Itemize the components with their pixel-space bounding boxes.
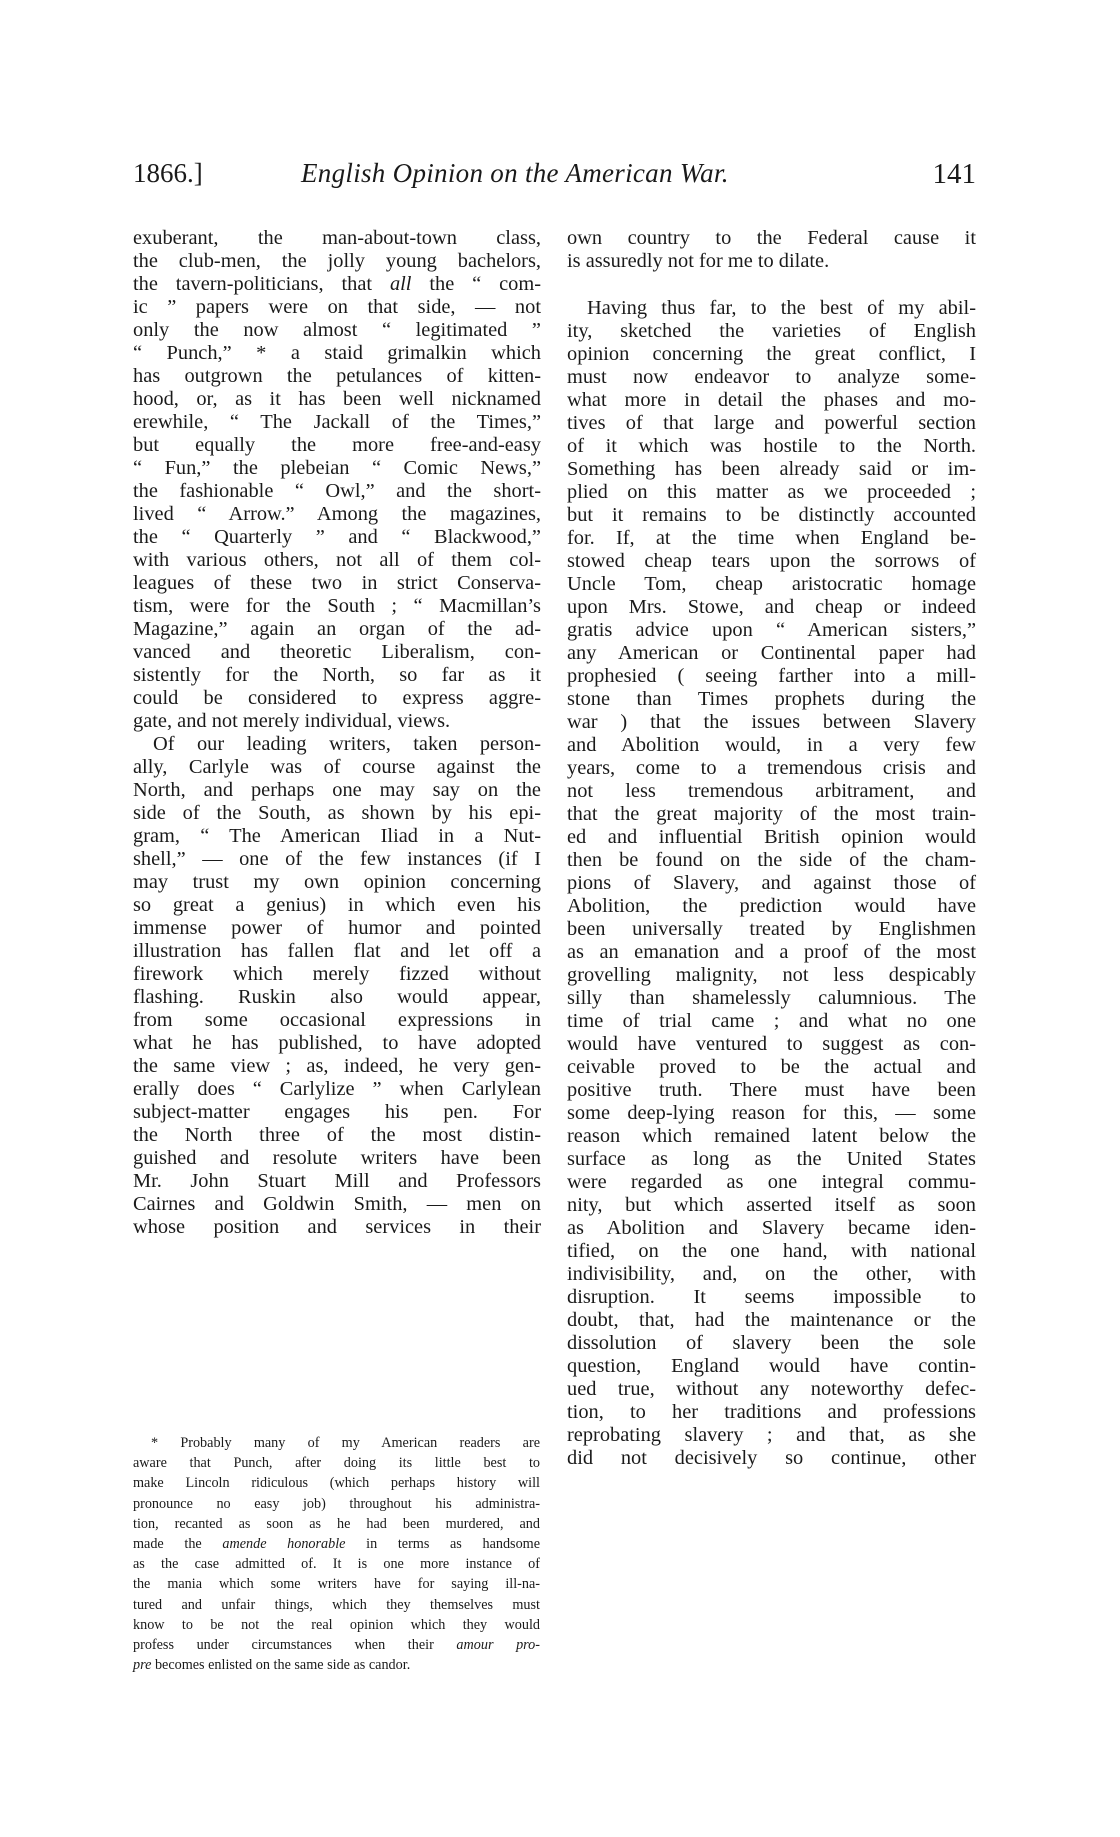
footnote-line: make Lincoln ridiculous (which perhaps history will <box>133 1475 540 1492</box>
footnote-line: know to be not the real opinion which they would <box>133 1616 540 1633</box>
footnote-line: the mania which some writers have for saying ill-na- <box>133 1576 540 1593</box>
text-line: of it which was hostile to the North. <box>567 435 976 457</box>
text-line: silly than shamelessly calumnious. The <box>567 987 976 1009</box>
text-line: only the now almost “ legitimated ” <box>133 319 541 341</box>
text-line: leagues of these two in strict Conserva- <box>133 572 541 594</box>
text-line: were regarded as one integral commu- <box>567 1171 976 1193</box>
text-line: vanced and theoretic Liberalism, con- <box>133 641 541 663</box>
text-line: “ Punch,” * a staid grimalkin which <box>133 342 541 364</box>
text-line: indivisibility, and, on the other, with <box>567 1263 976 1285</box>
footnote-line: tured and unfair things, which they themselves must <box>133 1596 540 1613</box>
text-line: what he has published, to have adopted <box>133 1032 541 1054</box>
text-line: and Abolition would, in a very few <box>567 734 976 756</box>
text-line: from some occasional expressions in <box>133 1009 541 1031</box>
text-line: tives of that large and powerful section <box>567 412 976 434</box>
running-head <box>133 158 976 198</box>
text-span: the tavern-politicians, that <box>133 273 390 295</box>
text-line: the same view ; as, indeed, he very gen- <box>133 1055 541 1077</box>
text-line: the “ Quarterly ” and “ Blackwood,” <box>133 526 541 548</box>
text-line: gram, “ The American Iliad in a Nut- <box>133 825 541 847</box>
text-line: erally does “ Carlylize ” when Carlylean <box>133 1078 541 1100</box>
text-line: Cairnes and Goldwin Smith, — men on <box>133 1193 541 1215</box>
text-line: surface as long as the United States <box>567 1148 976 1170</box>
text-line: reason which remained latent below the <box>567 1125 976 1147</box>
text-line: firework which merely fizzed without <box>133 963 541 985</box>
text-line: that the great majority of the most train- <box>567 803 976 825</box>
text-line: time of trial came ; and what no one <box>567 1010 976 1032</box>
paragraph-start-line: Of our leading writers, taken person- <box>153 733 541 755</box>
text-line: Something has been already said or im- <box>567 458 976 480</box>
text-line: ally, Carlyle was of course against the <box>133 756 541 778</box>
text-line: been universally treated by Englishmen <box>567 918 976 940</box>
text-line: would have ventured to suggest as con- <box>567 1033 976 1055</box>
text-line: ic ” papers were on that side, — not <box>133 296 541 318</box>
text-line: own country to the Federal cause it <box>567 227 976 249</box>
text-line: may trust my own opinion concerning <box>133 871 541 893</box>
text-line: so great a genius) in which even his <box>133 894 541 916</box>
text-line: lived “ Arrow.” Among the magazines, <box>133 503 541 525</box>
text-line: disruption. It seems impossible to <box>567 1286 976 1308</box>
text-line: sistently for the North, so far as it <box>133 664 541 686</box>
text-line: nity, but which asserted itself as soon <box>567 1194 976 1216</box>
footnote-line <box>133 1534 540 1554</box>
text-line: is assuredly not for me to dilate. <box>567 250 830 272</box>
italic-emphasis: all <box>389 273 412 295</box>
text-line: could be considered to express aggre- <box>133 687 541 709</box>
text-line: illustration has fallen flat and let off a <box>133 940 541 962</box>
page-number: 141 <box>932 158 976 190</box>
text-line: plied on this matter as we proceeded ; <box>567 481 976 503</box>
text-line: did not decisively so continue, other <box>567 1447 976 1469</box>
text-span: in terms as handsome <box>345 1535 541 1552</box>
text-line: but it remains to be distinctly accounted <box>567 504 976 526</box>
text-line: war ) that the issues between Slavery <box>567 711 976 733</box>
text-line: with various others, not all of them col- <box>133 549 541 571</box>
text-line: question, England would have contin- <box>567 1355 976 1377</box>
text-line: subject-matter engages his pen. For <box>133 1101 541 1123</box>
section-break <box>567 273 976 297</box>
text-line: stone than Times prophets during the <box>567 688 976 710</box>
italic-emphasis: pre <box>133 1657 152 1674</box>
footnote-line: * Probably many of my American readers are <box>151 1435 540 1451</box>
text-line: stowed cheap tears upon the sorrows of <box>567 550 976 572</box>
right-column <box>567 227 976 1470</box>
text-line: flashing. Ruskin also would appear, <box>133 986 541 1008</box>
text-line: tion, to her traditions and professions <box>567 1401 976 1423</box>
text-line: ed and influential British opinion would <box>567 826 976 848</box>
text-line: tified, on the one hand, with national <box>567 1240 976 1262</box>
footnote-line: as the case admitted of. It is one more instance of <box>133 1556 540 1573</box>
footnote <box>133 1433 540 1675</box>
text-line: not less tremendous arbitrament, and <box>567 780 976 802</box>
italic-emphasis: amour pro- <box>456 1636 540 1653</box>
text-line: dissolution of slavery been the sole <box>567 1332 976 1354</box>
footnote-line: pronounce no easy job) throughout his administra- <box>133 1495 540 1512</box>
text-line: positive truth. There must have been <box>567 1079 976 1101</box>
text-span: becomes enlisted on the same side as candor. <box>154 1657 411 1674</box>
text-line: ceivable proved to be the actual and <box>567 1056 976 1078</box>
text-line: North, and perhaps one may say on the <box>133 779 541 801</box>
running-head-year: 1866.] <box>133 158 203 188</box>
text-line: Uncle Tom, cheap aristocratic homage <box>567 573 976 595</box>
text-line: the fashionable “ Owl,” and the short- <box>133 480 541 502</box>
text-span: made the <box>133 1535 223 1552</box>
left-column <box>133 227 541 1239</box>
text-line: exuberant, the man-about-town class, <box>133 227 541 249</box>
italic-emphasis: amende honorable <box>222 1535 346 1552</box>
footnote-line: aware that Punch, after doing its little best to <box>133 1455 540 1472</box>
text-line: has outgrown the petulances of kitten- <box>133 365 541 387</box>
text-line: hood, or, as it has been well nicknamed <box>133 388 541 410</box>
text-span: profess under circumstances when their <box>133 1636 457 1653</box>
text-line: gate, and not merely individual, views. <box>133 710 451 732</box>
text-line: but equally the more free-and-easy <box>133 434 541 456</box>
text-line: shell,” — one of the few instances (if I <box>133 848 541 870</box>
text-line: must now endeavor to analyze some- <box>567 366 976 388</box>
running-head-title: English Opinion on the American War. <box>301 158 729 188</box>
text-line: the North three of the most distin- <box>133 1124 541 1146</box>
text-line: as an emanation and a proof of the most <box>567 941 976 963</box>
text-line: ity, sketched the varieties of English <box>567 320 976 342</box>
text-line: some deep-lying reason for this, — some <box>567 1102 976 1124</box>
text-line: guished and resolute writers have been <box>133 1147 541 1169</box>
footnote-line <box>133 1655 540 1675</box>
text-line: years, come to a tremendous crisis and <box>567 757 976 779</box>
footnote-line <box>133 1635 540 1655</box>
text-span: the “ com- <box>411 273 541 295</box>
text-line: then be found on the side of the cham- <box>567 849 976 871</box>
text-line: erewhile, “ The Jackall of the Times,” <box>133 411 541 433</box>
text-line: as Abolition and Slavery became iden- <box>567 1217 976 1239</box>
text-line: pions of Slavery, and against those of <box>567 872 976 894</box>
paragraph-start-line: Having thus far, to the best of my abil- <box>587 297 976 319</box>
text-line: for. If, at the time when England be- <box>567 527 976 549</box>
text-line: any American or Continental paper had <box>567 642 976 664</box>
text-line: reprobating slavery ; and that, as she <box>567 1424 976 1446</box>
text-line: doubt, that, had the maintenance or the <box>567 1309 976 1331</box>
text-line: opinion concerning the great conflict, I <box>567 343 976 365</box>
text-line: whose position and services in their <box>133 1216 541 1238</box>
text-line: gratis advice upon “ American sisters,” <box>567 619 976 641</box>
text-line: upon Mrs. Stowe, and cheap or indeed <box>567 596 976 618</box>
text-line <box>133 273 541 296</box>
text-line: Mr. John Stuart Mill and Professors <box>133 1170 541 1192</box>
text-line: tism, were for the South ; “ Macmillan’s <box>133 595 541 617</box>
text-line: side of the South, as shown by his epi- <box>133 802 541 824</box>
text-line: the club-men, the jolly young bachelors, <box>133 250 541 272</box>
text-line: prophesied ( seeing farther into a mill- <box>567 665 976 687</box>
footnote-line: tion, recanted as soon as he had been murdered, and <box>133 1515 540 1532</box>
text-line: Magazine,” again an organ of the ad- <box>133 618 541 640</box>
text-line: Abolition, the prediction would have <box>567 895 976 917</box>
text-line: grovelling malignity, not less despicably <box>567 964 976 986</box>
text-line: immense power of humor and pointed <box>133 917 541 939</box>
text-line: “ Fun,” the plebeian “ Comic News,” <box>133 457 541 479</box>
text-line: what more in detail the phases and mo- <box>567 389 976 411</box>
text-line: ued true, without any noteworthy defec- <box>567 1378 976 1400</box>
